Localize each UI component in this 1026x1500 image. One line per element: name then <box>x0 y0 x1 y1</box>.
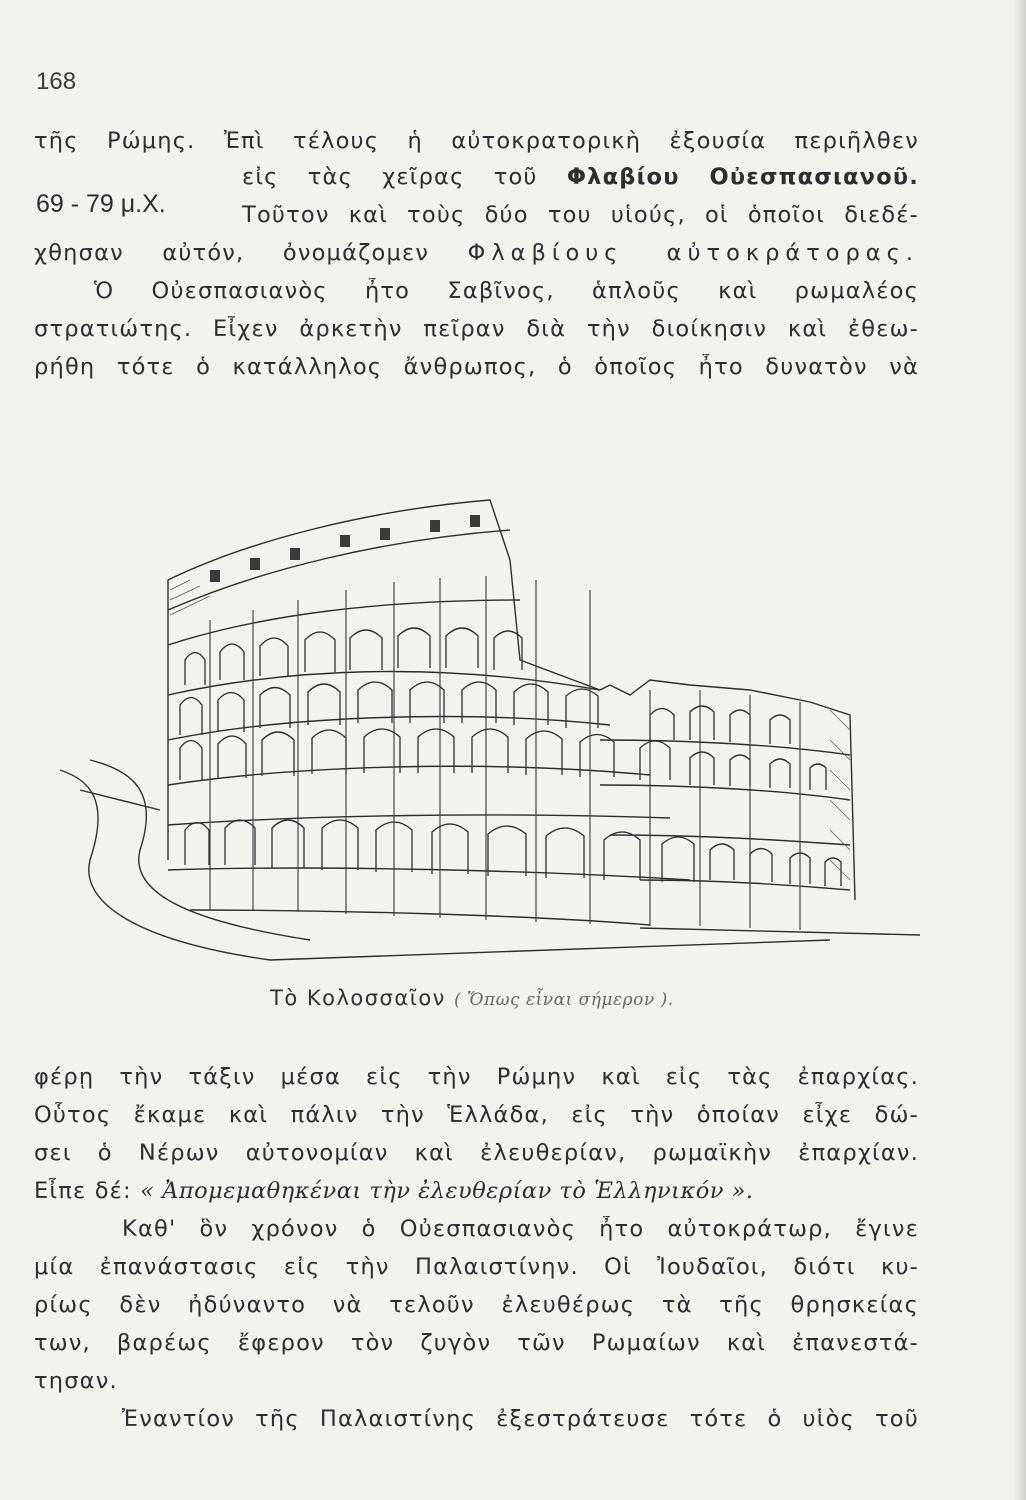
quotation: « Ἀπομεμαθηκέναι τὴν ἐλευθερίαν τὸ Ἑλληνικόν ». <box>140 1178 754 1204</box>
emphasis-name: Φλαβίου Οὐεσπασιανοῦ. <box>566 164 919 190</box>
top-text-block <box>34 128 919 408</box>
text-line <box>34 1178 919 1214</box>
text-line: Οὗτος ἔκαμε καὶ πάλιν τὴν Ἑλλάδα, εἰς τὴν ὁποίαν εἶχε δώ- <box>34 1102 919 1128</box>
text-line: μία ἐπανάστασις εἰς τὴν Παλαιστίνην. Οἱ Ἰουδαῖοι, διότι κυ- <box>34 1254 919 1280</box>
text-line: στρατιώτης. Εἶχεν ἀρκετὴν πεῖραν διὰ τὴν διοίκησιν καὶ ἐθεω- <box>34 316 919 342</box>
text-fragment: Εἶπε δέ: <box>34 1178 132 1204</box>
text-fragment: χθησαν αὐτόν, ὀνομάζομεν <box>34 240 430 266</box>
figure-caption <box>270 986 674 1010</box>
text-line <box>242 164 919 200</box>
text-line: Καθ' ὃν χρόνον ὁ Οὐεσπασιανὸς ἦτο αὐτοκράτωρ, ἔγινε <box>122 1216 919 1242</box>
text-line: Τοῦτον καὶ τοὺς δύο του υἱούς, οἱ ὁποῖοι διεδέ- <box>242 202 919 228</box>
text-line: ρήθη τότε ὁ κατάλληλος ἄνθρωπος, ὁ ὁποῖος ἦτο δυνατὸν νὰ <box>34 354 919 380</box>
margin-date-note: 69 - 79 μ.Χ. <box>36 190 166 218</box>
text-line: ρίως δὲν ἠδύναντο νὰ τελοῦν ἐλευθέρως τὰ τῆς θρησκείας <box>34 1292 919 1318</box>
text-line <box>34 240 919 276</box>
text-line: τησαν. <box>34 1368 118 1394</box>
text-line: σει ὁ Νέρων αὐτονομίαν καὶ ἐλευθερίαν, ρωμαϊκὴν ἐπαρχίαν. <box>34 1140 919 1166</box>
page-edge-shadow <box>1014 0 1026 1500</box>
emphasis-spaced: Φλαβίους αὐτοκράτορας. <box>467 240 919 266</box>
text-line: τῆς Ρώμης. Ἐπὶ τέλους ἡ αὐτοκρατορικὴ ἐξουσία περιῆλθεν <box>34 128 919 154</box>
text-line: Ὁ Οὐεσπασιανὸς ἦτο Σαβῖνος, ἁπλοῦς καὶ ρωμαλέος <box>94 278 919 304</box>
caption-note: ( Ὅπως εἶναι σήμερον ). <box>454 990 674 1010</box>
page-number: 168 <box>36 68 77 95</box>
text-line: Ἐναντίον τῆς Παλαιστίνης ἐξεστράτευσε τότε ὁ υἱὸς τοῦ <box>122 1406 919 1432</box>
text-fragment: εἰς τὰς χεῖρας τοῦ <box>242 164 538 190</box>
colosseum-illustration <box>50 440 930 980</box>
bottom-text-block <box>34 1064 919 1484</box>
text-line: των, βαρέως ἔφερον τὸν ζυγὸν τῶν Ρωμαίων καὶ ἐπανεστά- <box>34 1330 919 1356</box>
caption-title: Τὸ Κολοσσαῖον <box>270 986 446 1010</box>
text-line: φέρῃ τὴν τάξιν μέσα εἰς τὴν Ρώμην καὶ εἰς τὰς ἐπαρχίας. <box>34 1064 919 1090</box>
